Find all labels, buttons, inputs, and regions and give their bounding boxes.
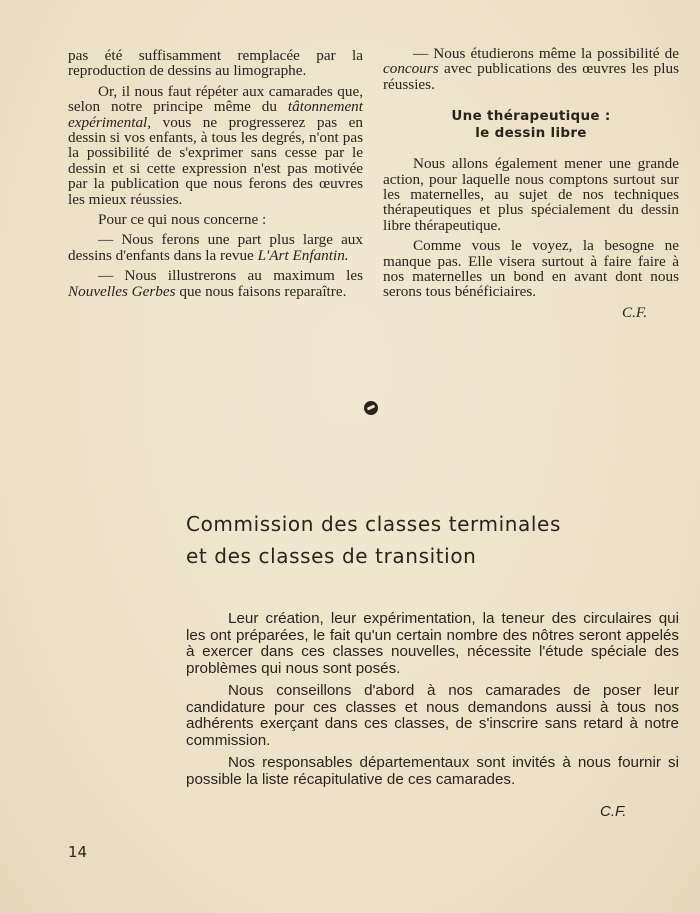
- emphasis-text: L'Art Enfantin.: [257, 246, 349, 264]
- section-paragraph-1: Leur création, leur expérimentation, la teneur des circulaires qui les ont préparées, le fait qu'un certain nombre des nôtres seront appelés à exercer dans ces classes nouvelles, nécessite l'étude spéciale des problèmes qui nous sont posés.: [186, 610, 679, 677]
- left-paragraph-2: Or, il nous faut répéter aux camarades que, selon notre principe même du tâtonnement expérimental, vous ne progresserez pas en dessin si vos enfants, à tous les degrés, n'ont pas la possibilité de s'exprimer sans cesse par le dessin et si cette expression n'est pas motivée par la publication que nous ferons des œuvres les mieux réussies.: [68, 82, 363, 208]
- left-paragraph-5: — Nous illustrerons au maximum les Nouvelles Gerbes que nous faisons reparaître.: [68, 267, 363, 300]
- section-paragraph-3: Nos responsables départementaux sont invités à nous fournir si possible la liste récapitulative de ces camarades.: [186, 754, 679, 788]
- section-title: [186, 508, 686, 572]
- section-separator-icon: [364, 401, 378, 415]
- subheading-line-2: le dessin libre: [475, 125, 587, 142]
- right-paragraph-3: Comme vous le voyez, la besogne ne manque pas. Elle visera surtout à faire faire à nos maternelles un bond en avant dont nous serons tous bénéficiaires.: [383, 237, 679, 301]
- section-paragraph-2: Nous conseillons d'abord à nos camarades de poser leur candidature pour ces classes et nous demandons aussi à tous nos adhérents exerçant dans ces classes, de s'inscrire sans retard à notre commission.: [186, 682, 679, 749]
- emphasis-text: tâtonnement expérimental,: [68, 98, 363, 131]
- right-signature: C.F.: [621, 303, 647, 321]
- subheading: [383, 108, 679, 142]
- section-body: [186, 611, 679, 794]
- left-paragraph-3: Pour ce qui nous concerne :: [98, 211, 267, 229]
- left-paragraph-1: pas été suffisamment remplacée par la reproduction de dessins au limographe.: [68, 47, 363, 80]
- emphasis-text: concours: [383, 60, 439, 78]
- subheading-line-1: Une thérapeutique :: [451, 108, 611, 125]
- right-paragraph-2: Nous allons également mener une grande action, pour laquelle nous comptons surtout sur les maternelles, au sujet de nos techniques thérapeutiques et plus spécialement du dessin libre thérapeutique.: [383, 155, 679, 234]
- section-title-line-1: Commission des classes terminales: [186, 512, 561, 536]
- left-column: [68, 48, 363, 304]
- section-signature: C.F.: [600, 803, 627, 820]
- emphasis-text: Nouvelles Gerbes: [68, 282, 176, 300]
- right-column: [383, 46, 679, 320]
- page-number: 14: [68, 843, 88, 861]
- right-paragraph-1: — Nous étudierons même la possibilité de concours avec publications des œuvres les plus réussies.: [383, 45, 679, 93]
- left-paragraph-4: — Nous ferons une part plus large aux dessins d'enfants dans la revue L'Art Enfantin.: [68, 231, 363, 264]
- section-title-line-2: et des classes de transition: [186, 544, 477, 568]
